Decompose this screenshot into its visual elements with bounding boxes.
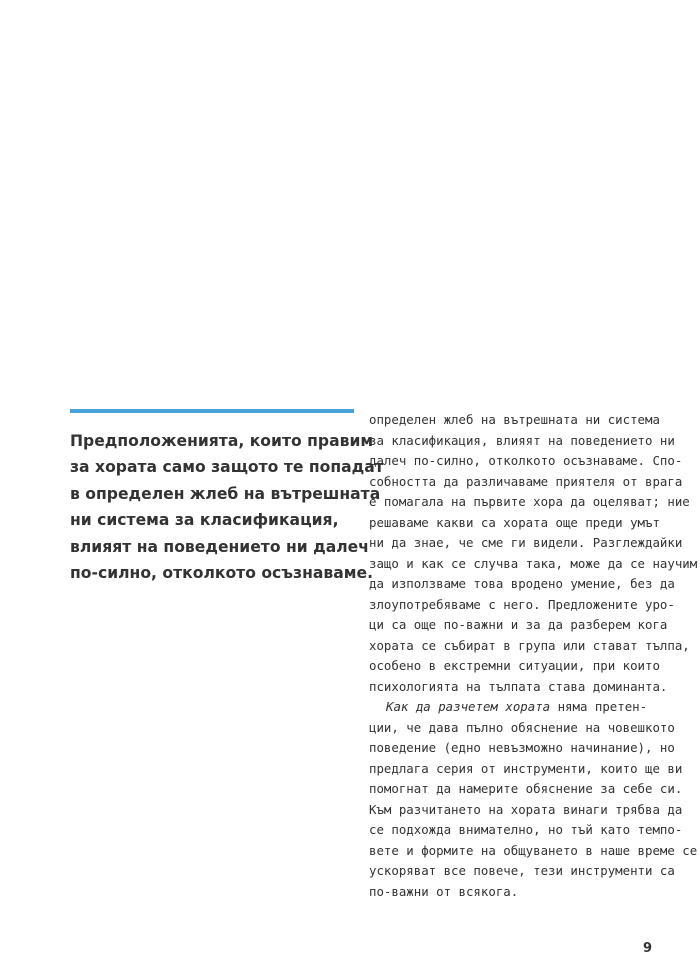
body-line: далеч по-силно, отколкото осъзнаваме. Спо- [369, 453, 683, 468]
pull-quote-line: Предположенията, които правим [70, 432, 374, 450]
body-line: хората се събират в група или стават тълпа, [369, 637, 690, 653]
body-line: ускоряват все повече, тези инструменти са [369, 863, 675, 878]
page-number: 9 [642, 941, 652, 956]
body-line: ции, че дава пълно обяснение на човешкото [369, 719, 675, 735]
body-line: е помагала на първите хора да оцеляват; ние [369, 494, 690, 509]
pull-quote-line: по-силно, отколкото осъзнаваме. [70, 564, 374, 583]
body-line: поведение (едно невъзможно начинание), но [369, 740, 675, 755]
body-line: психологията на тълпата става доминанта. [369, 678, 668, 694]
body-line: собността да различаваме приятеля от врага [369, 473, 683, 489]
body-line: защо и как се случва така, може да се научим [369, 555, 698, 571]
body-line: злоупотребяваме с него. Предложените уро- [369, 596, 675, 612]
body-line: се подхожда внимателно, но тъй като темпо- [369, 822, 683, 837]
pull-quote-line: ни система за класификация, [70, 511, 339, 530]
body-line: предлага серия от инструменти, които ще ви [369, 760, 683, 776]
book-title-italic: Как да разчетем хората [386, 699, 551, 714]
body-line: за класификация, влияят на поведението ни [369, 432, 675, 448]
body-line: вете и формите на общуването в наше време се [369, 842, 698, 858]
body-text-column [369, 410, 698, 902]
body-line: определен жлеб на вътрешната ни система [369, 412, 660, 427]
body-line: помогнат да намерите обяснение за себе си. [369, 781, 683, 796]
body-line: Към разчитането на хората винаги трябва да [369, 801, 683, 817]
pull-quote-line: за хората само защото те попадат [70, 458, 384, 477]
body-line: да използваме това вродено умение, без да [369, 576, 675, 591]
body-line: решаваме какви са хората още преди умът [369, 514, 660, 530]
pull-quote-line: влияят на поведението ни далеч [70, 537, 369, 556]
pull-quote-line: в определен жлеб на вътрешната [70, 484, 381, 503]
pull-quote-rule [70, 409, 354, 413]
pull-quote [70, 428, 384, 586]
body-line-rest: няма претен- [550, 699, 648, 714]
body-line: ци са още по-важни и за да разберем кога [369, 617, 668, 632]
body-line: особено в екстремни ситуации, при които [369, 658, 660, 673]
body-line: по-важни от всякога. [369, 883, 519, 899]
body-line: ни да знае, че сме ги видели. Разглеждайки [369, 535, 683, 550]
body-paragraph-2-first-line [369, 697, 648, 718]
